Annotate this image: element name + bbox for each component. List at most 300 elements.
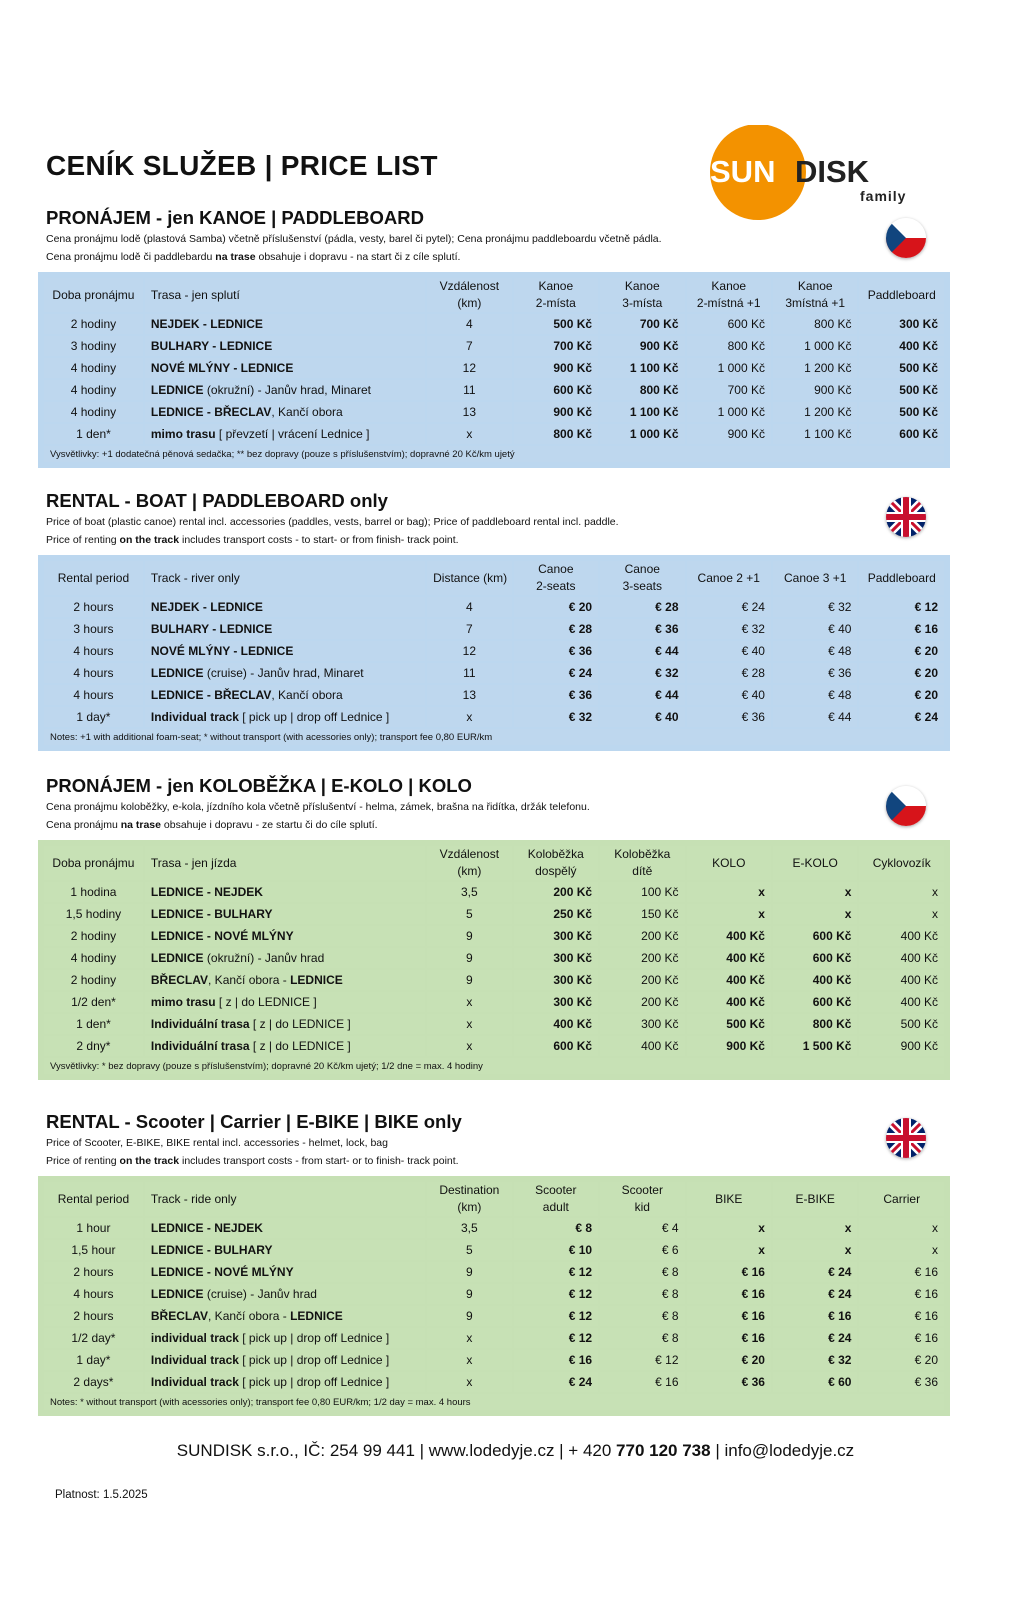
track-cell: LEDNICE (cruise) - Janův hrad — [145, 1284, 425, 1304]
price-cell: 250 Kč — [514, 904, 598, 924]
price-cell: x — [687, 904, 771, 924]
track-cell: LEDNICE (cruise) - Janův hrad, Minaret — [145, 663, 425, 683]
price-cell: 900 Kč — [514, 402, 598, 422]
section-description-track: Price of renting on the track includes transport costs - to start- or from finish- track point. — [46, 534, 459, 546]
period-cell: 1 day* — [44, 707, 143, 727]
table-header-row — [44, 278, 944, 312]
track-cell: individual track [ pick up | drop off Lednice ] — [145, 1328, 425, 1348]
price-cell: € 12 — [514, 1328, 598, 1348]
column-header: Canoe 2-seats — [514, 561, 598, 595]
price-cell: € 36 — [514, 641, 598, 661]
column-header: E-BIKE — [773, 1182, 857, 1216]
price-cell: 400 Kč — [687, 926, 771, 946]
track-cell: NEJDEK - LEDNICE — [145, 314, 425, 334]
price-cell: x — [859, 882, 944, 902]
price-cell: € 40 — [687, 641, 771, 661]
column-header: E-KOLO — [773, 846, 857, 880]
price-cell: 300 Kč — [514, 948, 598, 968]
price-cell: € 36 — [600, 619, 684, 639]
price-cell: 400 Kč — [859, 926, 944, 946]
price-cell: € 16 — [687, 1328, 771, 1348]
period-cell: 3 hours — [44, 619, 143, 639]
column-header: Doba pronájmu — [44, 846, 143, 880]
track-cell: BŘECLAV, Kančí obora - LEDNICE — [145, 970, 425, 990]
table-note: Vysvětlivky: +1 dodatečná pěnová sedačka; ** bez dopravy (pouze s příslušenstvím); dopravné 20 Kč/km ujetý — [44, 446, 944, 462]
section-title: PRONÁJEM - jen KANOE | PADDLEBOARD — [46, 207, 424, 228]
table-row — [44, 992, 944, 1012]
price-cell: x — [859, 904, 944, 924]
column-header: Trasa - jen splutí — [145, 278, 425, 312]
price-cell: 300 Kč — [600, 1014, 684, 1034]
price-cell: € 40 — [773, 619, 857, 639]
price-table — [42, 276, 946, 464]
price-cell: 100 Kč — [600, 882, 684, 902]
price-cell: 600 Kč — [773, 992, 857, 1012]
price-cell: 200 Kč — [600, 970, 684, 990]
price-cell: 400 Kč — [773, 970, 857, 990]
table-header-row — [44, 1182, 944, 1216]
price-cell: € 28 — [687, 663, 771, 683]
price-cell: 200 Kč — [600, 926, 684, 946]
distance-cell: 9 — [427, 926, 511, 946]
price-cell: 400 Kč — [859, 336, 944, 356]
price-cell: € 48 — [773, 641, 857, 661]
distance-cell: x — [427, 1372, 511, 1392]
price-cell: € 36 — [687, 1372, 771, 1392]
column-header: Paddleboard — [859, 561, 944, 595]
price-cell: € 36 — [859, 1372, 944, 1392]
track-cell: Individuální trasa [ z | do LEDNICE ] — [145, 1014, 425, 1034]
price-cell: 700 Kč — [687, 380, 771, 400]
footer-phone: 770 120 738 — [616, 1441, 711, 1460]
price-cell: € 44 — [600, 685, 684, 705]
table-row — [44, 402, 944, 422]
czech-flag-icon — [886, 218, 926, 258]
period-cell: 2 hodiny — [44, 970, 143, 990]
price-cell: € 20 — [687, 1350, 771, 1370]
table-note-row — [44, 1394, 944, 1410]
column-header: Carrier — [859, 1182, 944, 1216]
column-header: Kanoe 2-místa — [514, 278, 598, 312]
period-cell: 4 hours — [44, 641, 143, 661]
distance-cell: 12 — [427, 358, 511, 378]
section-rental-canoe-cz — [38, 206, 950, 468]
footer-company: SUNDISK s.r.o., IČ: 254 99 441 | www.lodedyje.cz | + 420 — [176, 1441, 617, 1460]
distance-cell: 7 — [427, 336, 511, 356]
price-cell: € 36 — [773, 663, 857, 683]
table-row — [44, 1240, 944, 1260]
period-cell: 4 hours — [44, 1284, 143, 1304]
distance-cell: x — [427, 1036, 511, 1056]
section-title: RENTAL - Scooter | Carrier | E-BIKE | BIKE only — [46, 1111, 462, 1132]
table-row — [44, 1328, 944, 1348]
price-cell: 500 Kč — [859, 380, 944, 400]
section-description: Cena pronájmu lodě (plastová Samba) včetně příslušenství (pádla, vesty, barel či pytel); Cena pronájmu paddleboardu včetně pádla. — [46, 233, 662, 245]
period-cell: 4 hodiny — [44, 948, 143, 968]
price-cell: € 16 — [859, 619, 944, 639]
track-cell: mimo trasu [ z | do LEDNICE ] — [145, 992, 425, 1012]
section-description: Price of Scooter, E-BIKE, BIKE rental incl. accessories - helmet, lock, bag — [46, 1137, 388, 1149]
section-title: RENTAL - BOAT | PADDLEBOARD only — [46, 490, 388, 511]
distance-cell: x — [427, 707, 511, 727]
column-header: Canoe 3 +1 — [773, 561, 857, 595]
page-title: CENÍK SLUŽEB | PRICE LIST — [46, 150, 438, 181]
price-cell: 800 Kč — [773, 1014, 857, 1034]
period-cell: 2 hodiny — [44, 926, 143, 946]
price-cell: € 36 — [687, 707, 771, 727]
price-cell: 400 Kč — [687, 970, 771, 990]
period-cell: 4 hodiny — [44, 402, 143, 422]
price-cell: € 20 — [859, 1350, 944, 1370]
price-cell: 900 Kč — [514, 358, 598, 378]
table-row — [44, 1306, 944, 1326]
logo-sun-text: SUN — [710, 154, 776, 189]
table-row — [44, 685, 944, 705]
price-cell: x — [859, 1218, 944, 1238]
track-cell: LEDNICE - BŘECLAV, Kančí obora — [145, 402, 425, 422]
price-cell: € 16 — [687, 1262, 771, 1282]
column-header: Canoe 2 +1 — [687, 561, 771, 595]
period-cell: 1 day* — [44, 1350, 143, 1370]
distance-cell: 11 — [427, 663, 511, 683]
distance-cell: 13 — [427, 685, 511, 705]
price-cell: 400 Kč — [859, 970, 944, 990]
price-cell: 700 Kč — [514, 336, 598, 356]
section-rental-boat-en — [38, 489, 950, 751]
price-cell: 400 Kč — [514, 1014, 598, 1034]
price-cell: x — [773, 1240, 857, 1260]
price-cell: 600 Kč — [687, 314, 771, 334]
price-cell: x — [687, 882, 771, 902]
price-cell: 900 Kč — [687, 1036, 771, 1056]
price-cell: 900 Kč — [687, 424, 771, 444]
price-cell: x — [773, 1218, 857, 1238]
section-rental-bike-cz — [38, 774, 950, 1080]
price-cell: € 12 — [514, 1306, 598, 1326]
period-cell: 1/2 den* — [44, 992, 143, 1012]
price-cell: € 44 — [600, 641, 684, 661]
table-row — [44, 1372, 944, 1392]
table-row — [44, 314, 944, 334]
column-header: Koloběžka dospělý — [514, 846, 598, 880]
track-cell: BULHARY - LEDNICE — [145, 336, 425, 356]
table-note: Vysvětlivky: * bez dopravy (pouze s příslušenstvím); dopravné 20 Kč/km ujetý; 1/2 dne = max. 4 hodiny — [44, 1058, 944, 1074]
table-note: Notes: * without transport (with acessories only); transport fee 0,80 EUR/km; 1/2 day = max. 4 hours — [44, 1394, 944, 1410]
track-cell: mimo trasu [ převzetí | vrácení Lednice ] — [145, 424, 425, 444]
table-note-row — [44, 729, 944, 745]
price-cell: x — [859, 1240, 944, 1260]
price-cell: € 12 — [514, 1262, 598, 1282]
price-cell: 1 000 Kč — [687, 402, 771, 422]
section-description: Cena pronájmu koloběžky, e-kola, jízdního kola včetně příslušentví - helma, zámek, brašna na řidítka, držák telefonu. — [46, 801, 590, 813]
column-header: Destination (km) — [427, 1182, 511, 1216]
price-cell: € 20 — [514, 597, 598, 617]
table-note: Notes: +1 with additional foam-seat; * without transport (with acessories only); transport fee 0,80 EUR/km — [44, 729, 944, 745]
logo-disk-text: DISK — [795, 154, 870, 189]
price-cell: 600 Kč — [514, 380, 598, 400]
price-cell: € 24 — [773, 1328, 857, 1348]
uk-flag-icon — [886, 1118, 926, 1158]
column-header: Canoe 3-seats — [600, 561, 684, 595]
price-cell: € 40 — [600, 707, 684, 727]
track-cell: LEDNICE (okružní) - Janův hrad — [145, 948, 425, 968]
price-cell: € 12 — [514, 1284, 598, 1304]
distance-cell: 7 — [427, 619, 511, 639]
price-cell: € 32 — [773, 597, 857, 617]
column-header: Scooter kid — [600, 1182, 684, 1216]
price-cell: 200 Kč — [514, 882, 598, 902]
section-description-track: Cena pronájmu lodě či paddlebardu na trase obsahuje i dopravu - na start či z cíle splutí. — [46, 251, 461, 263]
price-cell: 600 Kč — [773, 926, 857, 946]
price-cell: 700 Kč — [600, 314, 684, 334]
table-row — [44, 424, 944, 444]
distance-cell: x — [427, 1350, 511, 1370]
distance-cell: 9 — [427, 1262, 511, 1282]
distance-cell: 9 — [427, 948, 511, 968]
price-cell: 400 Kč — [859, 992, 944, 1012]
price-cell: € 16 — [600, 1372, 684, 1392]
price-cell: 200 Kč — [600, 992, 684, 1012]
period-cell: 4 hours — [44, 685, 143, 705]
track-cell: NOVÉ MLÝNY - LEDNICE — [145, 641, 425, 661]
price-cell: € 16 — [514, 1350, 598, 1370]
price-cell: € 12 — [859, 597, 944, 617]
price-cell: € 16 — [687, 1284, 771, 1304]
distance-cell: 3,5 — [427, 882, 511, 902]
period-cell: 1,5 hodiny — [44, 904, 143, 924]
price-cell: € 24 — [859, 707, 944, 727]
track-cell: BŘECLAV, Kančí obora - LEDNICE — [145, 1306, 425, 1326]
price-cell: € 16 — [859, 1262, 944, 1282]
price-cell: € 48 — [773, 685, 857, 705]
period-cell: 2 hodiny — [44, 314, 143, 334]
column-header: Track - ride only — [145, 1182, 425, 1216]
price-cell: € 12 — [600, 1350, 684, 1370]
price-table-wrapper — [38, 272, 950, 468]
distance-cell: 13 — [427, 402, 511, 422]
table-row — [44, 948, 944, 968]
table-header-row — [44, 846, 944, 880]
table-row — [44, 1014, 944, 1034]
footer-contact — [0, 1441, 1031, 1461]
section-rental-bike-en — [38, 1110, 950, 1416]
table-row — [44, 663, 944, 683]
price-cell: 300 Kč — [514, 970, 598, 990]
track-cell: LEDNICE (okružní) - Janův hrad, Minaret — [145, 380, 425, 400]
table-row — [44, 336, 944, 356]
column-header: KOLO — [687, 846, 771, 880]
price-cell: 500 Kč — [687, 1014, 771, 1034]
price-cell: 800 Kč — [687, 336, 771, 356]
column-header: Scooter adult — [514, 1182, 598, 1216]
price-table-wrapper — [38, 840, 950, 1080]
distance-cell: x — [427, 1328, 511, 1348]
section-description-track: Cena pronájmu na trase obsahuje i dopravu - ze startu či do cíle splutí. — [46, 819, 378, 831]
track-cell: LEDNICE - BULHARY — [145, 904, 425, 924]
table-row — [44, 619, 944, 639]
price-cell: € 8 — [600, 1306, 684, 1326]
column-header: Distance (km) — [427, 561, 511, 595]
price-cell: € 44 — [773, 707, 857, 727]
distance-cell: 3,5 — [427, 1218, 511, 1238]
price-cell: € 32 — [773, 1350, 857, 1370]
table-row — [44, 1218, 944, 1238]
price-cell: € 8 — [600, 1328, 684, 1348]
price-cell: € 8 — [514, 1218, 598, 1238]
price-cell: € 20 — [859, 641, 944, 661]
price-cell: 1 100 Kč — [773, 424, 857, 444]
price-cell: 1 000 Kč — [600, 424, 684, 444]
track-cell: LEDNICE - NEJDEK — [145, 882, 425, 902]
price-cell: 1 200 Kč — [773, 402, 857, 422]
price-cell: 300 Kč — [514, 926, 598, 946]
price-cell: 200 Kč — [600, 948, 684, 968]
table-row — [44, 970, 944, 990]
track-cell: Individuální trasa [ z | do LEDNICE ] — [145, 1036, 425, 1056]
price-cell: 500 Kč — [859, 1014, 944, 1034]
price-cell: € 10 — [514, 1240, 598, 1260]
track-cell: LEDNICE - BŘECLAV, Kančí obora — [145, 685, 425, 705]
price-cell: € 24 — [514, 663, 598, 683]
period-cell: 1/2 day* — [44, 1328, 143, 1348]
table-row — [44, 358, 944, 378]
track-cell: LEDNICE - NOVÉ MLÝNY — [145, 926, 425, 946]
section-description: Price of boat (plastic canoe) rental incl. accessories (paddles, vests, barrel or bag); Price of paddleboard rental incl. paddle. — [46, 516, 619, 528]
price-cell: € 28 — [600, 597, 684, 617]
column-header: Koloběžka dítě — [600, 846, 684, 880]
price-cell: € 20 — [859, 663, 944, 683]
period-cell: 4 hodiny — [44, 380, 143, 400]
price-cell: € 32 — [600, 663, 684, 683]
distance-cell: x — [427, 424, 511, 444]
track-cell: NEJDEK - LEDNICE — [145, 597, 425, 617]
price-cell: € 6 — [600, 1240, 684, 1260]
price-table — [42, 844, 946, 1076]
price-cell: 1 100 Kč — [600, 402, 684, 422]
column-header: BIKE — [687, 1182, 771, 1216]
distance-cell: x — [427, 1014, 511, 1034]
track-cell: Individual track [ pick up | drop off Lednice ] — [145, 1372, 425, 1392]
validity-date: Platnost: 1.5.2025 — [55, 1489, 148, 1501]
period-cell: 4 hodiny — [44, 358, 143, 378]
price-cell: x — [773, 882, 857, 902]
price-cell: € 20 — [859, 685, 944, 705]
price-cell: € 16 — [859, 1284, 944, 1304]
table-row — [44, 380, 944, 400]
table-row — [44, 904, 944, 924]
period-cell: 3 hodiny — [44, 336, 143, 356]
price-cell: € 28 — [514, 619, 598, 639]
logo-family-text: family — [860, 188, 907, 204]
price-cell: 1 100 Kč — [600, 358, 684, 378]
period-cell: 1 hour — [44, 1218, 143, 1238]
price-table — [42, 559, 946, 747]
price-cell: 800 Kč — [514, 424, 598, 444]
section-title: PRONÁJEM - jen KOLOBĚŽKA | E-KOLO | KOLO — [46, 775, 472, 796]
track-cell: BULHARY - LEDNICE — [145, 619, 425, 639]
price-cell: € 16 — [859, 1306, 944, 1326]
price-cell: 400 Kč — [687, 948, 771, 968]
table-row — [44, 1262, 944, 1282]
distance-cell: 9 — [427, 1306, 511, 1326]
track-cell: LEDNICE - NOVÉ MLÝNY — [145, 1262, 425, 1282]
table-row — [44, 1284, 944, 1304]
column-header: Rental period — [44, 561, 143, 595]
table-row — [44, 882, 944, 902]
price-cell: x — [687, 1218, 771, 1238]
distance-cell: 4 — [427, 597, 511, 617]
price-cell: 1 000 Kč — [773, 336, 857, 356]
distance-cell: 12 — [427, 641, 511, 661]
column-header: Kanoe 3místná +1 — [773, 278, 857, 312]
price-cell: € 40 — [687, 685, 771, 705]
distance-cell: 5 — [427, 1240, 511, 1260]
price-cell: 500 Kč — [514, 314, 598, 334]
track-cell: Individual track [ pick up | drop off Lednice ] — [145, 1350, 425, 1370]
track-cell: Individual track [ pick up | drop off Lednice ] — [145, 707, 425, 727]
table-header-row — [44, 561, 944, 595]
price-cell: 1 000 Kč — [687, 358, 771, 378]
distance-cell: x — [427, 992, 511, 1012]
price-table-wrapper — [38, 1176, 950, 1416]
price-cell: 800 Kč — [773, 314, 857, 334]
price-cell: 600 Kč — [514, 1036, 598, 1056]
price-cell: € 16 — [773, 1306, 857, 1326]
price-cell: € 24 — [514, 1372, 598, 1392]
price-cell: 400 Kč — [600, 1036, 684, 1056]
price-cell: 600 Kč — [859, 424, 944, 444]
price-cell: € 16 — [687, 1306, 771, 1326]
distance-cell: 9 — [427, 970, 511, 990]
track-cell: NOVÉ MLÝNY - LEDNICE — [145, 358, 425, 378]
price-cell: 400 Kč — [859, 948, 944, 968]
price-cell: € 32 — [514, 707, 598, 727]
price-cell: 900 Kč — [859, 1036, 944, 1056]
price-cell: x — [687, 1240, 771, 1260]
column-header: Vzdálenost (km) — [427, 846, 511, 880]
price-cell: 800 Kč — [600, 380, 684, 400]
price-cell: 500 Kč — [859, 402, 944, 422]
price-cell: 500 Kč — [859, 358, 944, 378]
period-cell: 1 den* — [44, 1014, 143, 1034]
section-description-track: Price of renting on the track includes transport costs - from start- or to finish- track point. — [46, 1155, 459, 1167]
column-header: Kanoe 3-místa — [600, 278, 684, 312]
distance-cell: 4 — [427, 314, 511, 334]
price-cell: 900 Kč — [600, 336, 684, 356]
czech-flag-icon — [886, 786, 926, 826]
price-cell: 1 500 Kč — [773, 1036, 857, 1056]
price-cell: 300 Kč — [514, 992, 598, 1012]
price-cell: 900 Kč — [773, 380, 857, 400]
period-cell: 2 hours — [44, 1262, 143, 1282]
price-cell: x — [773, 904, 857, 924]
period-cell: 2 days* — [44, 1372, 143, 1392]
column-header: Cyklovozík — [859, 846, 944, 880]
price-table-wrapper — [38, 555, 950, 751]
price-cell: € 24 — [773, 1262, 857, 1282]
distance-cell: 5 — [427, 904, 511, 924]
period-cell: 2 hours — [44, 597, 143, 617]
table-row — [44, 926, 944, 946]
track-cell: LEDNICE - BULHARY — [145, 1240, 425, 1260]
price-cell: 300 Kč — [859, 314, 944, 334]
price-cell: 400 Kč — [687, 992, 771, 1012]
track-cell: LEDNICE - NEJDEK — [145, 1218, 425, 1238]
column-header: Paddleboard — [859, 278, 944, 312]
price-cell: 600 Kč — [773, 948, 857, 968]
table-row — [44, 1036, 944, 1056]
price-table — [42, 1180, 946, 1412]
